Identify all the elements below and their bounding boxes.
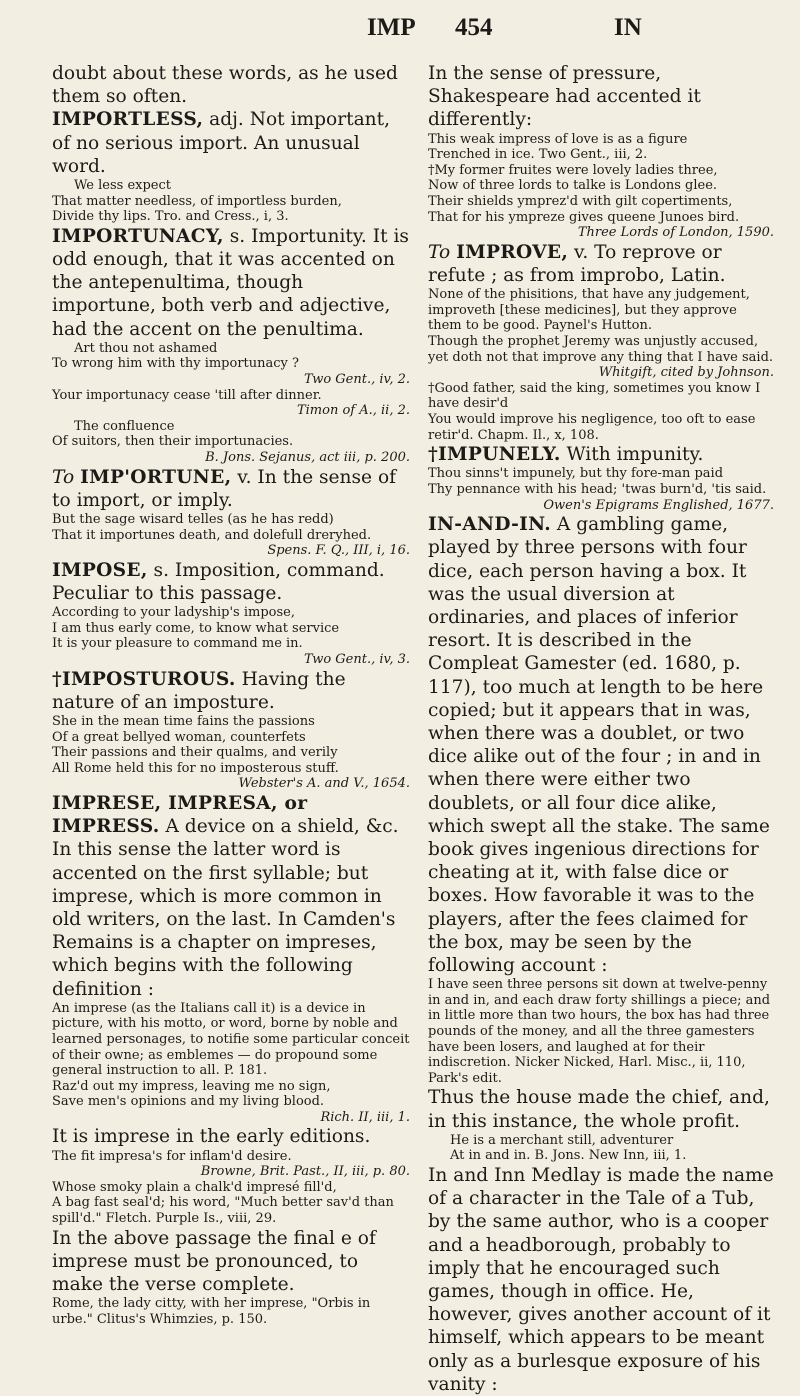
dictionary-entry — [428, 241, 774, 287]
quotation-line: It is your pleasure to command me in. — [52, 636, 303, 652]
quotation-line: She in the mean time fains the passions — [52, 713, 315, 729]
dictionary-entry — [428, 513, 774, 977]
citation: Browne, Brit. Past., II, iii, p. 80. — [200, 1164, 410, 1180]
dictionary-entry — [52, 466, 410, 512]
citation: Rich. II, iii, 1. — [320, 1109, 410, 1125]
entry-prefix: To — [52, 466, 81, 488]
page-number: 454 — [455, 14, 493, 41]
citation: Three Lords of London, 1590. — [577, 225, 774, 241]
entry-text: In the above passage the final e of imprese must be pronounced, to make the verse complete. — [52, 1227, 376, 1296]
body-paragraph — [52, 1125, 410, 1148]
quotation-line: Now of three lords to talke is Londons glee. — [428, 178, 718, 194]
quotation-line: Divide thy lips. Tro. and Cress., i, 3. — [52, 209, 289, 225]
right-column — [428, 62, 774, 1396]
quotation-line: †Good father, said the king, sometimes you know I have desir'd — [428, 380, 761, 412]
citation: Timon of A., ii, 2. — [296, 403, 410, 419]
dictionary-entry — [428, 443, 774, 466]
quotation-line: Though the prophet Jeremy was unjustly accused, yet doth not that improve any thing that I have said. — [428, 333, 774, 365]
quotation-line: Their passions and their qualms, and verily — [52, 745, 338, 761]
entry-headword: IMPORTUNACY, — [52, 225, 224, 247]
dictionary-entry — [52, 108, 410, 178]
quotation-line: This weak impress of love is as a figure — [428, 131, 688, 147]
entry-headword: †IMPOSTUROUS. — [52, 668, 236, 690]
entry-text: v. To reprove or refute ; as from improbo, Latin. — [428, 241, 726, 286]
quotation-line: Of suitors, then their importunacies. — [52, 434, 294, 450]
entry-headword: IMPRESE, IMPRESA, or IMPRESS. — [52, 792, 308, 838]
quotation-line: None of the phisitions, that have any judgement, improveth [these medicines], but they approve them to be good. Paynel's Hutton. — [428, 287, 750, 334]
quotation-line: Art thou not ashamed — [74, 340, 218, 356]
citation: Webster's A. and V., 1654. — [238, 776, 410, 792]
dictionary-entry — [52, 559, 410, 605]
quotation-line: Raz'd out my impress, leaving me no sign, — [52, 1078, 331, 1094]
entry-text: A device on a shield, &c. In this sense the latter word is accented on the first syllable; but imprese, which is more common in old writers, on the last. In Camden's Remains is a chapter on impreses, which begins with the following definition : — [52, 816, 399, 1000]
quotation-line: Thy pennance with his head; 'twas burn'd, 'tis said. — [428, 481, 767, 497]
dictionary-entry — [52, 668, 410, 714]
quotation-line: He is a merchant still, adventurer — [450, 1132, 674, 1148]
quotation-line: At in and in. B. Jons. New Inn, iii, 1. — [450, 1148, 687, 1164]
quotation-line: †My former fruites were lovely ladies three, — [428, 162, 718, 178]
body-paragraph — [428, 1086, 774, 1132]
entry-text: With impunity. — [560, 444, 704, 466]
entry-headword: IMP'ORTUNE, — [80, 466, 232, 488]
citation: Spens. F. Q., III, i, 16. — [267, 543, 410, 559]
left-column — [52, 62, 410, 1327]
citation: Two Gent., iv, 2. — [304, 372, 410, 387]
quotation-line: Your importunacy cease 'till after dinner. — [52, 387, 322, 403]
citation: Owen's Epigrams Englished, 1677. — [543, 497, 774, 513]
quotation-line: That for his ympreze gives queene Junoes bird. — [428, 209, 740, 225]
quotation-line: The confluence — [74, 418, 175, 434]
entry-text: v. In the sense of to import, or imply. — [52, 466, 397, 511]
quotation-line: An imprese (as the Italians call it) is a device in picture, with his motto, or word, borne by noble and learned personages, to notifie some particular conceit of their owne; as emblemes — do propound some general instruction to all. P. 181. — [52, 1000, 410, 1079]
quotation-line: Their shields ymprez'd with gilt copertiments, — [428, 193, 733, 209]
quotation-line: Thou sinns't impunely, but thy fore-man paid — [428, 466, 724, 482]
body-paragraph — [52, 62, 410, 108]
quotation-line: Rome, the lady citty, with her imprese, "Orbis in urbe." Clitus's Whimzies, p. 150. — [52, 1296, 371, 1327]
quotation-line: All Rome held this for no imposterous stuff. — [52, 760, 339, 776]
quotation-line: That matter needless, of importless burden, — [52, 193, 342, 209]
quotation-line: I am thus early come, to know what service — [52, 620, 340, 636]
body-paragraph — [52, 1227, 410, 1297]
quotation-line: But the sage wisard telles (as he has redd) — [52, 511, 334, 527]
header-left-word: IMP — [367, 14, 416, 41]
running-header — [0, 14, 800, 44]
entry-text: It is imprese in the early editions. — [52, 1126, 371, 1148]
quotation-line: Of a great bellyed woman, counterfets — [52, 729, 306, 745]
entry-headword: IN-AND-IN. — [428, 514, 551, 536]
entry-text: In and Inn Medlay is made the name of a character in the Tale of a Tub, by the same author, who is a cooper and a headborough, probably to imply that he encouraged such games, though in office. He, however, gives another account of it himself, which appears to be meant only as a burlesque exposure of his vanity : — [428, 1164, 774, 1395]
quotation-line: You would improve his negligence, too oft to ease retir'd. Chapm. Il., x, 108. — [428, 411, 756, 443]
entry-text: s. Imposition, command. Peculiar to this passage. — [52, 559, 385, 604]
citation: B. Jons. Sejanus, act iii, p. 200. — [205, 449, 410, 465]
citation: Whitgift, cited by Johnson. — [598, 365, 774, 381]
entry-headword: IMPOSE, — [52, 559, 148, 581]
quotation-line: A bag fast seal'd; his word, "Much better sav'd than spill'd." Fletch. Purple Is., viii, 29. — [52, 1195, 394, 1227]
citation: Two Gent., iv, 3. — [304, 651, 410, 667]
entry-text: adj. Not important, of no serious import. An unusual word. — [52, 109, 391, 177]
dictionary-entry — [52, 225, 410, 341]
quotation-line: The fit impresa's for inflam'd desire. — [52, 1148, 292, 1164]
entry-headword: IMPORTLESS, — [52, 109, 204, 131]
quotation-line: We less expect — [74, 178, 171, 194]
entry-text: Having the nature of an imposture. — [52, 668, 346, 713]
body-paragraph — [428, 62, 774, 132]
entry-text: s. Importunity. It is odd enough, that it was accented on the antepenultima, though importune, both verb and adjective, had the accent on the penultima. — [52, 225, 409, 340]
quotation-line: To wrong him with thy importunacy ? — [52, 356, 299, 372]
quotation-line: I have seen three persons sit down at twelve-penny in and in, and each draw forty shillings a piece; and in little more than two hours, the box has had three pounds of the money, and all the three gamesters have been losers, and laughed at for their indiscretion. Nicker Nicked, Harl. Misc., ii, 110, Park's edit. — [428, 977, 771, 1086]
quotation-line: Trenched in ice. Two Gent., iii, 2. — [428, 147, 648, 163]
dictionary-entry — [52, 792, 410, 1001]
entry-text: A gambling game, played by three persons with four dice, each person having a box. It was the usual diversion at ordinaries, and places of inferior resort. It is described in the Compleat Gamester (ed. 1680, p. 117), too much at length to be here copied; but it appears that in was, when there was a doublet, or two dice alike out of the four ; in and in when there were either two doublets, or all four dice alike, which swept all the stake. The same book gives ingenious directions for cheating at it, with false dice or boxes. How favorable it was to the players, after the fees claimed for the box, may be seen by the following account : — [428, 514, 770, 976]
quotation-line: Whose smoky plain a chalk'd impresé fill'd, — [52, 1179, 337, 1195]
entry-text: In the sense of pressure, Shakespeare had accented it differently: — [428, 63, 701, 131]
quotation-line: Save men's opinions and my living blood. — [52, 1094, 325, 1110]
entry-headword: †IMPUNELY. — [428, 444, 561, 466]
quotation-line: That it importunes death, and dolefull dreryhed. — [52, 527, 372, 543]
entry-headword: IMPROVE, — [456, 241, 569, 263]
entry-prefix: To — [428, 241, 457, 263]
entry-text: doubt about these words, as he used them so often. — [52, 63, 398, 108]
quotation-line: According to your ladyship's impose, — [52, 605, 295, 621]
header-right-word: IN — [614, 14, 642, 41]
body-paragraph — [428, 1164, 774, 1396]
entry-text: Thus the house made the chief, and, in this instance, the whole profit. — [428, 1087, 770, 1132]
